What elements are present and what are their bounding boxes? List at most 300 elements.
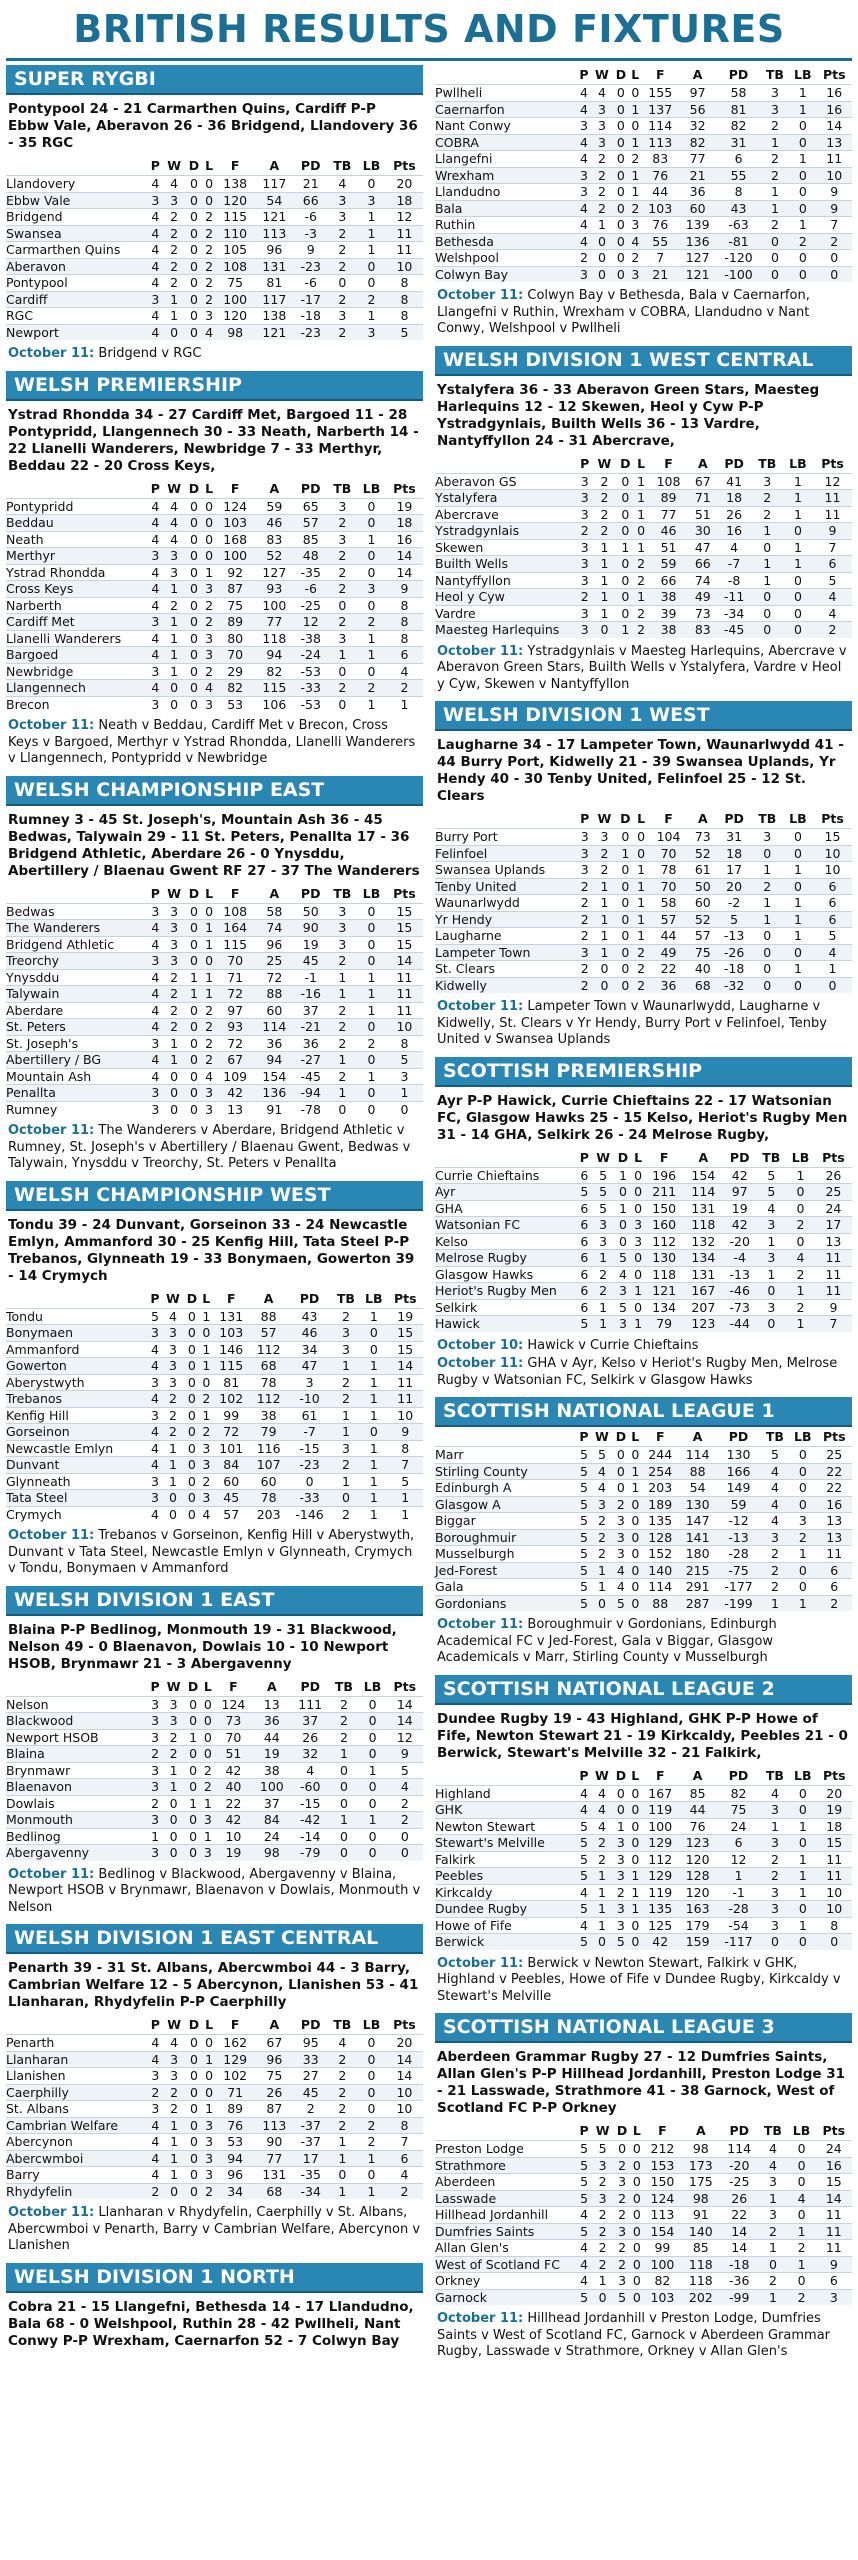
stat-cell: 1 [783, 862, 813, 879]
stat-cell: 77 [255, 614, 294, 631]
stat-cell: -33 [287, 1490, 331, 1507]
stat-cell: 0 [591, 250, 613, 267]
stat-cell: 15 [386, 936, 423, 953]
stat-cell: 3 [203, 1101, 216, 1117]
stat-cell: 2 [163, 597, 186, 614]
stat-cell: 3 [148, 1473, 162, 1490]
league-table [435, 454, 852, 638]
stat-cell: 2 [629, 200, 641, 217]
team-name: Mountain Ash [6, 1068, 148, 1085]
stat-cell: 2 [163, 1019, 186, 1036]
stat-cell: 0 [162, 1490, 184, 1507]
team-name: Cross Keys [6, 581, 148, 598]
table-header-row [435, 1427, 852, 1447]
fixtures-text [8, 1528, 421, 1578]
table-row [435, 490, 852, 507]
stat-cell: 0 [360, 1325, 387, 1342]
header-cell: D [615, 1429, 627, 1444]
stat-cell: 134 [684, 1250, 723, 1267]
stat-cell: 58 [255, 903, 294, 920]
stat-cell: 1 [386, 1085, 423, 1102]
stat-cell: 2 [592, 2240, 614, 2257]
team-name: Nelson [6, 1696, 148, 1713]
stat-cell: -44 [723, 1316, 757, 1332]
stat-cell: 2 [613, 1496, 629, 1513]
team-name: Lampeter Town [435, 944, 577, 961]
stat-cell: -6 [294, 581, 328, 598]
stat-cell: 15 [813, 829, 852, 846]
stat-cell: 5 [577, 1818, 591, 1835]
header-cell: Pts [822, 1429, 846, 1444]
header-cell: TB [333, 158, 352, 173]
stat-cell: 1 [332, 1424, 360, 1441]
stat-cell: 26 [720, 2190, 758, 2207]
stat-cell: 4 [148, 1341, 162, 1358]
stat-cell: 2 [163, 986, 186, 1003]
table-row [6, 192, 423, 209]
stat-cell: 84 [253, 1812, 291, 1829]
table-row [435, 1283, 852, 1300]
stat-cell: 5 [387, 1762, 423, 1779]
stat-cell: 4 [148, 630, 163, 647]
table-header-row [6, 479, 423, 499]
stat-cell: 2 [357, 291, 386, 308]
stat-cell: 1 [163, 2150, 186, 2167]
stat-cell: 88 [255, 986, 294, 1003]
header-cell: F [655, 67, 665, 82]
stat-cell: 17 [294, 2150, 328, 2167]
stat-cell: -13 [723, 1266, 757, 1283]
stat-cell: 0 [789, 1785, 816, 1802]
stat-cell: 45 [213, 1490, 250, 1507]
stat-cell: 4 [761, 1463, 789, 1480]
stat-cell: 0 [200, 1325, 212, 1342]
table-row [435, 862, 852, 879]
stat-cell: 4 [577, 2273, 592, 2290]
stat-cell: 5 [614, 1299, 631, 1316]
header-cell: A [692, 67, 703, 82]
stat-cell: 123 [679, 1835, 716, 1852]
header-cell: TB [762, 1149, 781, 1165]
stat-cell: 4 [577, 1884, 591, 1901]
team-name: Dunvant [6, 1457, 148, 1474]
header-cell: A [269, 2017, 280, 2032]
stat-cell: 1 [593, 605, 617, 622]
stat-cell: 120 [216, 308, 255, 325]
stat-cell: 11 [813, 490, 852, 507]
stat-cell: 0 [185, 1828, 202, 1845]
stat-cell: 33 [294, 2051, 328, 2068]
stat-cell: 2 [752, 878, 783, 895]
stat-cell: 134 [645, 1299, 684, 1316]
stat-cell: 2 [577, 878, 593, 895]
header-cell: F [230, 480, 240, 496]
stat-cell: 0 [203, 192, 216, 209]
team-name: Ayr [435, 1184, 577, 1201]
stat-cell: 136 [679, 233, 716, 250]
stat-cell: 3 [629, 266, 641, 282]
stat-cell: 4 [148, 564, 163, 581]
stat-cell: 0 [629, 1546, 641, 1563]
stat-cell: 0 [185, 1762, 202, 1779]
team-name: Pontypool [6, 275, 148, 292]
stat-cell: 57 [689, 928, 716, 945]
stat-cell: 0 [357, 2167, 386, 2184]
stat-cell: 2 [592, 2223, 614, 2240]
stat-cell: 100 [255, 597, 294, 614]
stat-cell: 0 [185, 1845, 202, 1861]
team-name: Brynmawr [6, 1762, 148, 1779]
stat-cell: 11 [388, 1374, 423, 1391]
stat-cell: 207 [684, 1299, 723, 1316]
team-name: West of Scotland FC [435, 2256, 577, 2273]
stat-cell: 75 [216, 275, 255, 292]
stat-cell: 1 [332, 1473, 360, 1490]
stat-cell: 75 [216, 597, 255, 614]
stat-cell: 21 [642, 266, 679, 282]
stat-cell: 254 [642, 1463, 679, 1480]
table-header-row [435, 2121, 852, 2141]
stat-cell: 60 [689, 895, 716, 912]
table-row [6, 2134, 423, 2151]
team-name: Melrose Rugby [435, 1250, 577, 1267]
stat-cell: 2 [201, 1762, 214, 1779]
stat-cell: 3 [761, 1529, 789, 1546]
stat-cell: 14 [386, 953, 423, 970]
table-row [435, 1513, 852, 1530]
stat-cell: 3 [789, 1513, 816, 1530]
team-name: Ystalyfera [435, 490, 577, 507]
stat-cell: 0 [185, 308, 202, 325]
results-text: Aberdeen Grammar Rugby 27 - 12 Dumfries Saints, Allan Glen's P-P Hillhead Jordanhill, Preston Lodge 31 - 21 Lasswade, Strathmore 41 - 38 Garnock, West of Scotland FC P-P Orkney [437, 2049, 846, 2116]
fixtures-list: GHA v Ayr, Kelso v Heriot's Rugby Men, Melrose Rugby v Watsonian FC, Selkirk v Glasgow Hawks [437, 1356, 838, 1388]
stat-cell: 0 [783, 977, 813, 993]
stat-cell: -79 [291, 1845, 329, 1861]
stat-cell: 4 [327, 176, 357, 193]
table-row [435, 1217, 852, 1234]
team-name: Bargoed [6, 647, 148, 664]
team-name: Llangefni [435, 151, 577, 168]
fixtures-date: October 11: [8, 1528, 95, 1543]
stat-cell: 1 [783, 895, 813, 912]
stat-cell: 147 [679, 1513, 716, 1530]
stat-cell: 0 [203, 498, 216, 515]
stat-cell: 4 [148, 2117, 163, 2134]
stat-cell: 0 [185, 953, 202, 970]
stat-cell: 8 [386, 630, 423, 647]
stat-cell: 4 [148, 308, 163, 325]
stat-cell: 13 [253, 1696, 291, 1713]
table-row [6, 515, 423, 532]
stat-cell: 78 [250, 1374, 287, 1391]
stat-cell: 2 [332, 1391, 360, 1408]
stat-cell: 0 [761, 233, 789, 250]
stat-cell: 0 [616, 605, 634, 622]
fixtures-date: October 11: [437, 1356, 524, 1371]
team-name: Ebbw Vale [6, 192, 148, 209]
table-row [435, 1266, 852, 1283]
stat-cell: 3 [577, 184, 591, 201]
stat-cell: 0 [185, 1812, 202, 1829]
stat-cell: 58 [716, 85, 760, 102]
stat-cell: 1 [614, 1200, 631, 1217]
stat-cell: 4 [813, 589, 852, 606]
stat-cell: 76 [216, 2117, 255, 2134]
team-name: Pontypridd [6, 498, 148, 515]
team-name: Newport [6, 324, 148, 340]
stat-cell: 141 [679, 1529, 716, 1546]
stat-cell: 3 [327, 531, 357, 548]
stat-cell: -6 [294, 209, 328, 226]
stat-cell: 3 [148, 1696, 163, 1713]
league-table [6, 156, 423, 340]
stat-cell: 75 [716, 1802, 760, 1819]
stat-cell: 1 [752, 862, 783, 879]
stat-cell: 1 [357, 1002, 386, 1019]
results-text: Cobra 21 - 15 Llangefni, Bethesda 14 - 17 Llandudno, Bala 68 - 0 Welshpool, Ruthin 28 - 42 Pwllheli, Nant Conwy P-P Wrexham, Caernarfon 52 - 7 Colwyn Bay [8, 2298, 414, 2349]
results-text: Pontypool 24 - 21 Carmarthen Quins, Cardiff P-P Ebbw Vale, Aberavon 26 - 36 Bridgend, Llandovery 36 - 35 RGC [8, 101, 418, 151]
results-text: Dundee Rugby 19 - 43 Highland, GHK P-P Howe of Fife, Newton Stewart 21 - 19 Kirkcaldy, Peebles 21 - 0 Berwick, Stewart's Melville 32 - 21 Falkirk, [437, 1710, 848, 1761]
header-cell: LB [363, 1678, 382, 1694]
stat-cell: 0 [358, 1795, 386, 1812]
stat-cell: 4 [148, 225, 163, 242]
stat-cell: 1 [593, 911, 617, 928]
stat-cell: 3 [592, 2157, 614, 2174]
stat-cell: 138 [216, 176, 255, 193]
stat-cell: 11 [815, 1266, 852, 1283]
stat-cell: 11 [817, 1546, 852, 1563]
stat-cell: -35 [294, 564, 328, 581]
stat-cell: 1 [761, 134, 789, 151]
stat-cell: 3 [756, 1250, 786, 1267]
table-row [435, 605, 852, 622]
stat-cell: -78 [294, 1101, 328, 1117]
header-cell: TB [765, 1767, 784, 1783]
stat-cell: 114 [684, 1184, 723, 1201]
stat-cell: 38 [250, 1407, 287, 1424]
stat-cell: 1 [360, 1457, 387, 1474]
table-row [6, 1762, 423, 1779]
stat-cell: 0 [783, 572, 813, 589]
stat-cell: 31 [716, 134, 760, 151]
team-name: Stirling County [435, 1463, 577, 1480]
stat-cell: 2 [761, 1868, 789, 1885]
stat-cell: 1 [327, 1052, 357, 1069]
stat-cell: 57 [648, 911, 689, 928]
stat-cell: 3 [761, 101, 789, 118]
league-section [435, 701, 852, 1049]
header-cell: F [664, 455, 673, 471]
stat-cell: 2 [357, 680, 386, 697]
team-name: Builth Wells [435, 556, 577, 573]
stat-cell: 0 [613, 134, 629, 151]
stat-cell: 18 [817, 1818, 852, 1835]
stat-cell: 68 [250, 1358, 287, 1375]
stat-cell: 4 [148, 1358, 162, 1375]
stat-cell: 0 [203, 176, 216, 193]
stat-cell: 3 [758, 2174, 787, 2191]
stat-cell: 3 [614, 1283, 631, 1300]
stat-cell: 119 [642, 1802, 679, 1819]
stat-cell: 0 [632, 1299, 645, 1316]
team-name: Currie Chieftains [435, 1167, 577, 1184]
stat-cell: 244 [642, 1447, 679, 1464]
stat-cell: 61 [689, 862, 716, 879]
stat-cell: -7 [717, 556, 752, 573]
table-row [6, 275, 423, 292]
stat-cell: 3 [577, 167, 591, 184]
stat-cell: 14 [386, 564, 423, 581]
stat-cell: 4 [756, 1200, 786, 1217]
stat-cell: 1 [357, 531, 386, 548]
stat-cell: 4 [148, 936, 163, 953]
stat-cell: 4 [761, 1480, 789, 1497]
stat-cell: 0 [752, 961, 783, 978]
fixtures-text [8, 2205, 421, 2255]
fixtures-list: Llanharan v Rhydyfelin, Caerphilly v St. Albans, Abercwmboi v Penarth, Barry v Cambrian Welfare, Abercynon v Llanishen [8, 2205, 421, 2253]
stat-cell: 4 [761, 1785, 789, 1802]
header-team [6, 1289, 148, 1309]
stat-cell: 1 [163, 291, 186, 308]
stat-cell: 6 [577, 1299, 592, 1316]
header-cell: P [150, 158, 160, 173]
header-cell: W [595, 1767, 609, 1783]
stat-cell: 0 [630, 2289, 643, 2305]
header-cell: F [230, 885, 240, 901]
fixtures-list: Berwick v Newton Stewart, Falkirk v GHK, Highland v Peebles, Howe of Fife v Dundee Rugby, Kirkcaldy v Stewart's Melville [437, 1955, 841, 2004]
header-team [6, 479, 148, 499]
stat-cell: 4 [591, 1463, 613, 1480]
stat-cell: -23 [294, 258, 328, 275]
stat-cell: 3 [577, 944, 593, 961]
stat-cell: 6 [813, 878, 852, 895]
stat-cell: 3 [613, 1868, 629, 1885]
stat-cell: 1 [591, 217, 613, 234]
stat-cell: 3 [148, 1713, 163, 1730]
stat-cell: 4 [148, 324, 163, 340]
stat-cell: 1 [185, 969, 202, 986]
stat-cell: 54 [679, 1480, 716, 1497]
league-section [435, 65, 852, 338]
stat-cell: 61 [287, 1407, 331, 1424]
stat-cell: 66 [689, 556, 716, 573]
stat-cell: 3 [203, 696, 216, 712]
team-name: Gowerton [6, 1358, 148, 1375]
stat-cell: 3 [148, 903, 163, 920]
stat-cell: 0 [185, 1696, 202, 1713]
stat-cell: 13 [817, 1529, 852, 1546]
stat-cell: 0 [789, 167, 816, 184]
stat-cell: 4 [758, 2157, 787, 2174]
stat-cell: 140 [642, 1562, 679, 1579]
stat-cell: 1 [203, 564, 216, 581]
stat-cell: 146 [213, 1341, 250, 1358]
table-row [435, 1546, 852, 1563]
stat-cell: 74 [689, 572, 716, 589]
stat-cell: 3 [613, 1917, 629, 1934]
stat-cell: 1 [592, 1250, 615, 1267]
stat-cell: 2 [761, 1851, 789, 1868]
stat-cell: 100 [253, 1779, 291, 1796]
stat-cell: 0 [358, 1729, 386, 1746]
table-row [435, 1917, 852, 1934]
header-cell: P [580, 811, 590, 826]
table-row [435, 233, 852, 250]
table-row [435, 101, 852, 118]
table-row [6, 1473, 423, 1490]
stat-cell: 1 [592, 2273, 614, 2290]
stat-cell: 3 [327, 498, 357, 515]
stat-cell: 3 [203, 2167, 216, 2184]
stat-cell: 3 [591, 134, 613, 151]
stat-cell: 3 [148, 696, 163, 712]
stat-cell: -199 [716, 1595, 760, 1611]
stat-cell: 159 [679, 1934, 716, 1950]
stat-cell: 3 [148, 1845, 163, 1861]
stat-cell: 11 [386, 1002, 423, 1019]
table-row [435, 250, 852, 267]
stat-cell: 2 [327, 291, 357, 308]
league-table [435, 2121, 852, 2305]
stat-cell: 39 [648, 605, 689, 622]
stat-cell: 1 [163, 2167, 186, 2184]
stat-cell: 2 [201, 1779, 214, 1796]
stat-cell: 2 [357, 614, 386, 631]
stat-cell: 149 [716, 1480, 760, 1497]
stat-cell: 2 [591, 1513, 613, 1530]
stat-cell: 0 [789, 1901, 816, 1918]
stat-cell: 1 [789, 217, 816, 234]
header-cell: PD [300, 158, 321, 173]
stat-cell: 0 [329, 1845, 358, 1861]
team-name: Laugharne [435, 928, 577, 945]
stat-cell: 2 [163, 2084, 186, 2101]
fixtures-list: The Wanderers v Aberdare, Bridgend Athletic v Rumney, St. Joseph's v Abertillery / Blaenau Gwent, Bedwas v Talywain, Ynysddu v Treorchy, St. Peters v Penallta [8, 1123, 411, 1171]
stat-cell: 1 [327, 986, 357, 1003]
stat-cell: 0 [201, 1746, 214, 1763]
stat-cell: 103 [213, 1325, 250, 1342]
header-cell: Pts [393, 480, 416, 496]
stat-cell: 2 [327, 2101, 357, 2118]
stat-cell: 0 [613, 233, 629, 250]
header-cell: Pts [822, 1767, 846, 1783]
stat-cell: 10 [817, 1884, 852, 1901]
stat-cell: 4 [203, 324, 216, 340]
stat-cell: 42 [216, 1085, 255, 1102]
stat-cell: 3 [632, 1217, 645, 1234]
stat-cell: 1 [591, 1884, 613, 1901]
stat-cell: 137 [642, 101, 679, 118]
stat-cell: 0 [786, 1184, 815, 1201]
table-header-row [6, 1289, 423, 1309]
league-table [6, 1677, 423, 1861]
fixtures-text [437, 2311, 850, 2361]
stat-cell: 0 [185, 531, 202, 548]
stat-cell: 131 [684, 1266, 723, 1283]
league-table [435, 1148, 852, 1332]
stat-cell: 1 [783, 556, 813, 573]
stat-cell: 1 [360, 1407, 387, 1424]
stat-cell: 1 [201, 1828, 214, 1845]
stat-cell: -34 [294, 2183, 328, 2199]
table-row [6, 2051, 423, 2068]
stat-cell: 2 [761, 167, 789, 184]
stat-cell: 1 [332, 1358, 360, 1375]
header-cell: LB [789, 455, 807, 471]
stat-cell: 16 [386, 531, 423, 548]
stat-cell: 66 [294, 192, 328, 209]
stat-cell: 2 [203, 291, 216, 308]
